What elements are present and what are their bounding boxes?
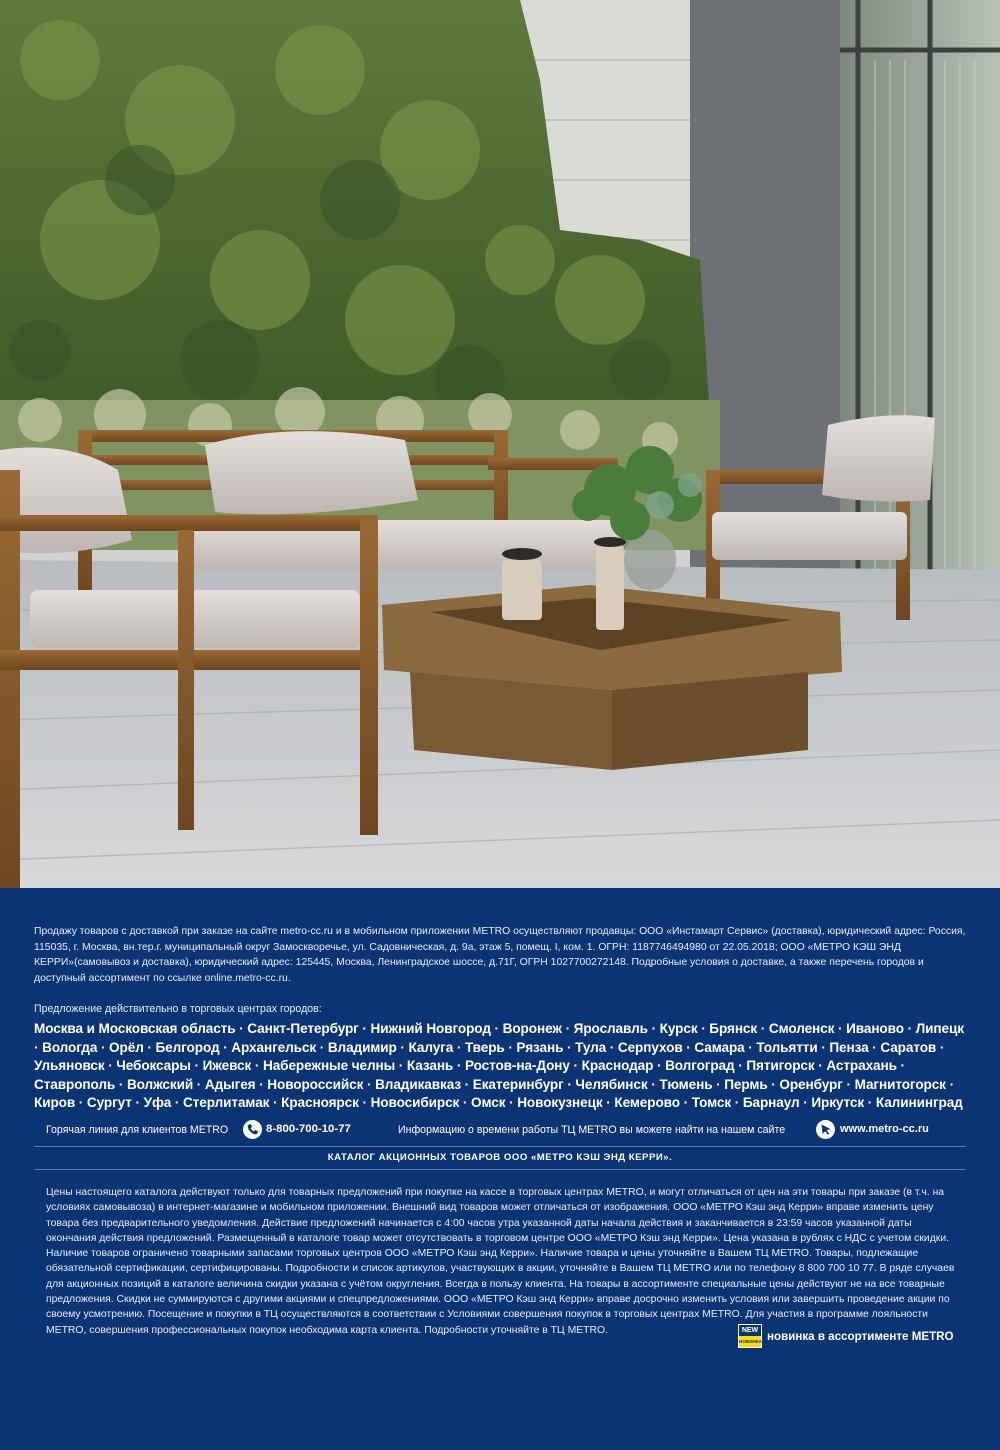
new-badge-top: NEW xyxy=(739,1325,761,1336)
cursor-icon xyxy=(816,1120,835,1139)
store-hours-note: Информацию о времени работы ТЦ METRO вы можете найти на нашем сайте xyxy=(398,1124,786,1136)
info-panel xyxy=(0,888,1000,1450)
phone-icon xyxy=(243,1120,262,1139)
hotline-row xyxy=(34,1120,966,1142)
hotline-phone-link[interactable]: 8-800-700-10-77 xyxy=(266,1123,351,1135)
new-product-legend: новинка в ассортименте METRO xyxy=(767,1330,954,1343)
delivery-info-text: Продажу товаров с доставкой при заказе на сайте metro-cc.ru и в мобильном приложении METRO осуществляют продавцы: ООО «Инстамарт Сервис» (доставка), юридический адрес: Россия, 115035, г. Москва, вн.тер.г. муниципальный округ Замоскворечье, ул. Садовническая, д. 9а, этаж 5, помещ. I, ком. 1. ОГРН: 1187746494980 от 22.05.2018; ООО «МЕТРО КЭШ ЭНД КЕРРИ»(самовывоз и доставка), юридический адрес: 125445, Москва, Ленинградское шоссе, д.71Г, ОГРН 1027700272148. Подробные условия о доставке, а также перечень городов и доступный ассортимент по ссылке online.metro-cc.ru. xyxy=(34,926,966,984)
offer-label: Предложение действительно в торговых центрах городов: xyxy=(34,1003,322,1015)
new-badge-bottom: НОВИНКА xyxy=(739,1336,761,1347)
cities-list: Москва и Московская область · Санкт-Петербург · Нижний Новгород · Воронеж · Ярославль · Курск · Брянск · Смоленск · Иваново · Липецк · Вологда · Орёл · Белгород · Архангельск · Владимир · Калуга · Тверь · Рязань · Тула · Серпухов · Самара · Тольятти · Пенза · Саратов · Ульяновск · Чебоксары · Ижевск · Набережные челны · Казань · Ростов-на-Дону · Краснодар · Волгоград · Пятигорск · Астрахань · Ставрополь · Волжский · Адыгея · Новороссийск · Владикавказ · Екатеринбург · Челябинск · Тюмень · Пермь · Оренбург · Магнитогорск · Киров · Сургут · Уфа · Стерлитамак · Красноярск · Новосибирск · Омск · Новокузнецк · Кемерово · Томск · Барнаул · Иркутск · Калининград xyxy=(34,1021,964,1111)
hotline-label: Горячая линия для клиентов METRO xyxy=(46,1124,229,1136)
terms-text: Цены настоящего каталога действуют только для товарных предложений при покупке на кассе в торговых центрах METRO, и могут отличаться от цен на эти товары при заказе (в т.ч. на условиях самовывоза) в интернет-магазине и мобильном приложении. Внешний вид товаров может отличаться от изображения. ООО «МЕТРО Кэш энд Керри» вправе изменить цену товара без предварительного уведомления. Действие предложений начинается с 4:00 часов утра указанной даты начала действия и заканчивается в 23:59 часов указанной даты окончания действия предложений. Размещенный в каталоге товар может отсутствовать в торговом центре ООО «МЕТРО Кэш энд Керри». Цена указана в рублях с НДС с учетом скидки. Наличие товаров ограничено товарными запасами торговых центров ООО «МЕТРО Кэш энд Керри». Наличие товара и цены уточняйте в Вашем ТЦ METRO. Товары, подлежащие обязательной сертификации, сертифицированы. Подробности и список артикулов, участвующих в акции, уточняйте в Вашем ТЦ METRO или по телефону 8 800 700 10 77. В ряде случаев для акционных позиций в каталоге величина скидки указана с учётом округления. Всегда в пользу клиента. На товары в ассортименте специальные цены действуют не на все товарные предложения. Скидки не суммируются с другими акциями и спецпредложениями. ООО «МЕТРО Кэш энд Керри» вправе досрочно изменить условия или завершить проведение акции по своему усмотрению. Посещение и покупки в ТЦ осуществляются в соответствии с Условиями совершения покупок в торговых центрах METRO. Для участия в программе лояльности METRO, совершения профессиональных покупок необходима карта клиента. Подробности уточняйте в ТЦ METRO. xyxy=(46,1187,955,1336)
new-product-badge-icon xyxy=(738,1324,762,1348)
divider-bottom xyxy=(34,1169,966,1170)
catalog-title: КАТАЛОГ АКЦИОННЫХ ТОВАРОВ ООО «МЕТРО КЭШ ЭНД КЕРРИ». xyxy=(327,1152,673,1163)
website-link[interactable]: www.metro-cc.ru xyxy=(840,1123,929,1135)
divider-top xyxy=(34,1146,966,1147)
